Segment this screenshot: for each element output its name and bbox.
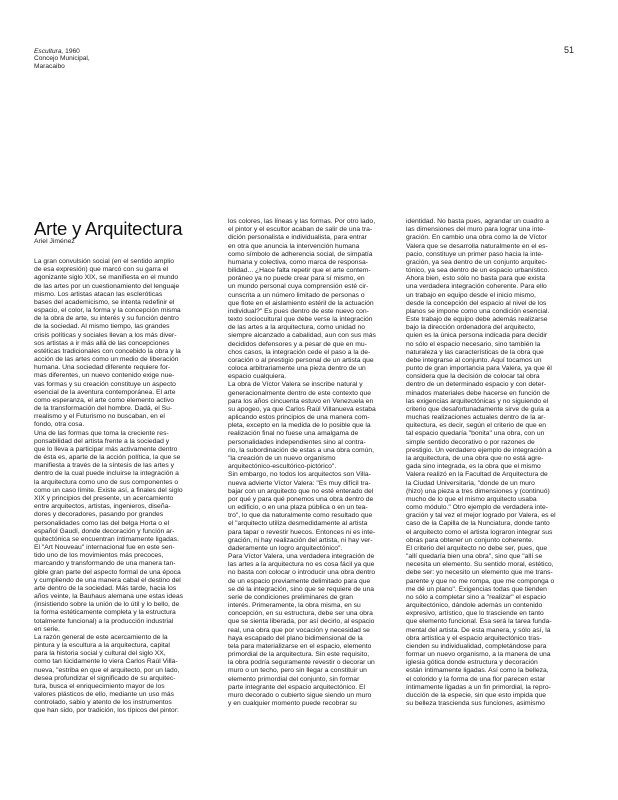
text-column-1 bbox=[34, 258, 222, 716]
text-line: bases del academicismo, se intenta redefinir el bbox=[34, 298, 175, 306]
text-line: Para Víctor Valera, una verdadera integración de bbox=[228, 553, 375, 561]
text-line: bajo la dirección ordenadora del arquitecto, bbox=[406, 324, 536, 332]
text-line: personalidades como las del belga Horta o el bbox=[34, 519, 170, 527]
text-line: quitectónica se encuentran íntimamente ligadas. bbox=[34, 535, 179, 543]
text-line: no sólo el espacio necesario, sino también la bbox=[406, 340, 541, 348]
text-line: estéticas tradicionales con concebido la obra y la bbox=[34, 347, 181, 355]
text-line: nueva advierte Víctor Valera: "Es muy difícil tra- bbox=[228, 479, 371, 487]
text-line: gración, ya sea dentro de un conjunto arquitec- bbox=[406, 258, 548, 266]
text-line: gración, ni hay realización del artista, ni hay ver- bbox=[228, 536, 373, 544]
text-line: tura, busca el enriquecimiento mayor de los bbox=[34, 682, 165, 690]
text-line: sos artistas a ir más allá de las concepciones bbox=[34, 339, 170, 347]
text-line: tro", lo que da naturalmente como resultado que bbox=[228, 512, 373, 520]
text-line: como módulo." Otro ejemplo de verdadera inte- bbox=[406, 504, 548, 512]
text-line: su belleza trascienda sus funciones, asimismo bbox=[406, 700, 545, 708]
text-line: espacio cualquiera. bbox=[228, 373, 287, 381]
text-line: de las artes a la arquitectura, como unidad no bbox=[228, 324, 365, 332]
text-line: crisis políticas y sociales llevan a los más diver- bbox=[34, 331, 177, 339]
text-line: planos se impone como una condición esencial. bbox=[406, 307, 550, 315]
text-line: de la transformación del hombre. Dadá, el Su- bbox=[34, 405, 173, 413]
text-line: mas diferentes, un nuevo contenido exige nue- bbox=[34, 372, 175, 380]
text-line: La gran convulsión social (en el sentido amplio bbox=[34, 258, 174, 265]
text-line: XIX y principios del presente, un acercamiento bbox=[34, 494, 174, 502]
text-line: de un espacio previamente delimitado para que bbox=[228, 577, 371, 585]
text-line: un trabajo en equipo desde el inicio mismo, bbox=[406, 291, 536, 299]
text-line: "allí quedaría bien una obra", sino que "allí se bbox=[406, 553, 543, 561]
text-line: siempre alcanzado a cabalidad, aun con sus más bbox=[228, 332, 376, 340]
text-line: iglesia gótica donde estructura y decoración bbox=[406, 659, 538, 667]
text-line: dentro de un determinado espacio y con deter- bbox=[406, 381, 546, 389]
text-line: gración. En cambio una obra como la de Víctor bbox=[406, 234, 547, 242]
text-line: están íntimamente ligadas. Así como la belleza, bbox=[406, 667, 549, 675]
text-line: las artes a la arquitectura no es cosa fácil ya que bbox=[228, 561, 375, 569]
text-line: pacio, constituye un primer paso hacia la inte- bbox=[406, 250, 544, 258]
text-line: que flote en el aislamiento estéril de la actuación bbox=[228, 299, 374, 307]
text-line: Sin embargo, no todos los arquitectos son Villa- bbox=[228, 471, 371, 479]
text-line: cunscrita a un número limitado de personas o bbox=[228, 291, 365, 299]
text-line: decididos defensores y a pesar de que en mu- bbox=[228, 340, 367, 348]
text-column-2 bbox=[228, 218, 400, 708]
text-line: como esperanza, el arte como elemento activo bbox=[34, 396, 174, 404]
text-line: por qué y para qué ponemos una obra dentro de bbox=[228, 495, 374, 503]
text-line: entre arquitectos, artistas, ingenieros, diseña- bbox=[34, 503, 171, 511]
text-line: las exigencias arquitectónicas y no siguiendo el bbox=[406, 397, 549, 405]
text-line: que elemento funcional. Esa será la tarea funda- bbox=[406, 618, 552, 626]
text-line: de la sociedad. Al mismo tiempo, las grandes bbox=[34, 323, 170, 331]
text-line: La obra de Víctor Valera se inscribe natural y bbox=[228, 381, 363, 389]
text-line: considera que la decisión de colocar tal obra bbox=[406, 373, 540, 381]
text-line: chos casos, la integración cede el paso a la de- bbox=[228, 348, 371, 356]
text-line: el colorido y la forma de una flor parecen estar bbox=[406, 675, 546, 683]
text-line: Una de las formas que toma la creciente res- bbox=[34, 429, 169, 437]
text-line: coración o al prestigio personal de un artista que bbox=[228, 356, 374, 364]
text-line: El criterio del arquitecto no debe ser, pues, que bbox=[406, 544, 548, 552]
text-line: nueva, "estriba en que el arquitecto, por un lado, bbox=[34, 666, 180, 674]
text-line: tónico, ya sea dentro de un espacio urbanístico. bbox=[406, 267, 550, 275]
text-line: La razón general de este acercamiento de la bbox=[34, 633, 168, 641]
text-line: arquitectónico-escultórico-pictórico". bbox=[228, 463, 337, 471]
text-line: espacio, el color, la forma y la concepción misma bbox=[34, 307, 181, 315]
text-line: expresivo, artístico, que lo trasciende en tanto bbox=[406, 610, 544, 618]
text-line: fondo, otra cosa. bbox=[34, 421, 85, 429]
article-author: Ariel Jiménez bbox=[34, 238, 75, 245]
text-line: de esa expresión) que marcó con su garra el bbox=[34, 266, 168, 274]
text-line: (insistiendo sobre la unión de lo útil y lo bello, de bbox=[34, 601, 180, 609]
text-line: manifiesta a través de la síntesis de las artes y bbox=[34, 462, 174, 470]
text-line: rio, la subordinación de estas a una obra común, bbox=[228, 446, 374, 454]
text-line: primordial de la arquitectura. Sin este requisito, bbox=[228, 651, 370, 659]
text-line: debe integrarse al conjunto. Aquí tocamos un bbox=[406, 356, 542, 364]
text-line: elemento primordial del conjunto, sin formar bbox=[228, 675, 360, 683]
text-line: Ahora bien, esto sólo no basta para que exista bbox=[406, 275, 546, 283]
text-line: parte integrante del espacio arquitectónico. El bbox=[228, 683, 365, 691]
text-line: para los años cincuenta estuvo en Venezuela en bbox=[228, 397, 374, 405]
text-line: parente y que no me rompa, que me componga o bbox=[406, 577, 555, 585]
text-line: la arquitectura como uno de sus componentes o bbox=[34, 478, 179, 486]
text-line: dores y decoradores, pasando por grandes bbox=[34, 511, 164, 519]
text-line: controlado, sabio y atento de los instrumentos bbox=[34, 699, 172, 707]
organization-line-2: Maracaibo bbox=[34, 62, 65, 70]
text-line: simple sentido decorativo o por razones de bbox=[406, 438, 535, 446]
text-line: que han sido, por tradición, los típicos del pintor: bbox=[34, 707, 179, 715]
text-line: pleta, excepto en la medida de lo posible que la bbox=[228, 422, 371, 430]
text-line: el "arquitecto utiliza desmedidamente al artista bbox=[228, 520, 368, 528]
text-line: realización final no fuese una amalgama de bbox=[228, 430, 359, 438]
text-line: obra artística y el espacio arquitectónico tras- bbox=[406, 634, 542, 642]
text-line: texto sociocultural que debe verse la integración bbox=[228, 316, 373, 324]
text-line: real, una obra que por vocación y necesidad se bbox=[228, 626, 370, 634]
text-line: de ésta es, aparte de la acción política, la que se bbox=[34, 454, 181, 462]
text-line: años veinte, la Bauhaus alemana une estas ideas bbox=[34, 593, 183, 601]
text-line: mucho de lo que el mismo arquitecto usaba bbox=[406, 495, 537, 503]
text-line: quien es la única persona indicada para decidir bbox=[406, 332, 548, 340]
publication-name: Escultura, bbox=[34, 48, 64, 55]
text-line: aplicando estos principios de una manera com- bbox=[228, 414, 370, 422]
text-line: no basta con colocar o introducir una obra dentro bbox=[228, 569, 376, 577]
text-line: debe ser: yo necesito un elemento que me trans- bbox=[406, 569, 553, 577]
text-line: esencial de la aventura contemporánea. El arte bbox=[34, 388, 176, 396]
text-line: formar un nuevo organismo, a la manera de una bbox=[406, 651, 551, 659]
text-line: acción de las artes como un medio de liberación bbox=[34, 356, 179, 364]
text-line: naturaleza y las características de la obra que bbox=[406, 348, 544, 356]
text-line: de las artes por un cuestionamiento del lenguaje bbox=[34, 282, 180, 290]
text-line: para la historia social y cultural del siglo XX, bbox=[34, 650, 166, 658]
text-line: marcando y transformando de una manera tan- bbox=[34, 560, 176, 568]
text-line: muro o un techo, pero sin llegar a constituir un bbox=[228, 667, 367, 675]
text-line: mismo. Los artistas atacan las escleróticas bbox=[34, 290, 163, 298]
text-line: y en cualquier momento puede recobrar su bbox=[228, 700, 357, 708]
text-line: la Ciudad Universitaria, "donde de un muro bbox=[406, 479, 535, 487]
text-line: los colores, las líneas y las formas. Por otro lado, bbox=[228, 218, 376, 225]
text-line: íntimamente ligadas a un fin primordial, la repro- bbox=[406, 683, 551, 691]
text-line: minados materiales debe hacerse en función de bbox=[406, 389, 550, 397]
text-line: daderamente un logro arquitectónico". bbox=[228, 544, 343, 552]
text-line: valores plásticos de ello, mediante un uso más bbox=[34, 691, 174, 699]
text-line: Este trabajo de equipo debe además realizarse bbox=[406, 316, 548, 324]
text-line: cienden su individualidad, completándose para bbox=[406, 642, 547, 650]
text-line: criterio que desafortunadamente sirve de guía a bbox=[406, 405, 550, 413]
text-line: un mundo personal cuya comprensión esté cir- bbox=[228, 283, 369, 291]
text-line: totalmente funcional) a la producción industrial bbox=[34, 617, 174, 625]
text-line: gración y tal vez el mejor logrado por Valera, es el bbox=[406, 512, 556, 520]
text-line: como símbolo de adherencia social, de simpatía bbox=[228, 250, 373, 258]
text-line: que lo lleva a participar más activamente dentro bbox=[34, 445, 178, 453]
text-column-3 bbox=[406, 218, 584, 708]
text-line: "la creación de un nuevo organismo bbox=[228, 454, 336, 462]
text-line: individual?" Es pues dentro de este nuevo con- bbox=[228, 307, 369, 315]
text-line: para tapar o revestir huecos. Entonces ni es inte- bbox=[228, 528, 376, 536]
text-line: identidad. No basta pues, agrandar un cuadro a bbox=[406, 218, 549, 225]
text-line: Valera realizó en la Facultad de Arquitectura de bbox=[406, 471, 548, 479]
text-line: prestigio. Un verdadero ejemplo de integración a bbox=[406, 446, 552, 454]
text-line: las dimensiones del muro para lograr una inte- bbox=[406, 226, 546, 234]
text-line: no sólo a completar sino a "realizar" el espacio bbox=[406, 593, 546, 601]
text-line: tal espacio quedaría "bonita" una obra, con un bbox=[406, 430, 545, 438]
text-line: personalidades independientes sino al contra- bbox=[228, 438, 366, 446]
text-line: humana y colectiva, como marca de responsa- bbox=[228, 258, 368, 266]
text-line: poráneo ya no puede crear para sí mismo, en bbox=[228, 275, 365, 283]
text-line: tido uno de los movimientos más precoces, bbox=[34, 552, 164, 560]
text-line: haya escapado del plano bidimensional de la bbox=[228, 634, 363, 642]
text-line: dición personalista e individualista, para entrar bbox=[228, 234, 367, 242]
text-line: obras para obtener un conjunto coherente. bbox=[406, 536, 534, 544]
text-line: necesita un elemento. Su sentido moral, estético, bbox=[406, 561, 554, 569]
text-line: ponsabilidad del artista frente a la sociedad y bbox=[34, 437, 170, 445]
text-line: gible gran parte del aspecto formal de una época bbox=[34, 568, 181, 576]
text-line: desde la concepción del espacio al nivel de los bbox=[406, 299, 547, 307]
text-line: el arquitecto como el artista lograron integrar sus bbox=[406, 528, 553, 536]
text-line: dentro de la cual puede incluirse la integración a bbox=[34, 470, 179, 478]
publication-year: 1960 bbox=[63, 48, 80, 55]
text-line: español Gaudí, donde decoración y función ar- bbox=[34, 527, 175, 535]
text-line: bilidad... ¿Hace falta repetir que el arte contem- bbox=[228, 267, 371, 275]
text-line: humana. Una sociedad diferente requiere for- bbox=[34, 364, 171, 372]
text-line: quitectura, es decir, según el criterio de que en bbox=[406, 422, 546, 430]
text-line: gada sino integrada, es la obra que el mismo bbox=[406, 463, 541, 471]
text-line: El "Art Nouveau" internacional fue en este sen- bbox=[34, 544, 175, 552]
text-line: rrealismo y el Futurismo no buscaban, en el bbox=[34, 413, 165, 421]
text-line: la arquitectura, de una obra que no está agre- bbox=[406, 454, 544, 462]
text-line: pintura y la escultura a la arquitectura, capital bbox=[34, 642, 170, 650]
text-line: y cumpliendo de una manera cabal el destino del bbox=[34, 576, 181, 584]
text-line: tela para materializarse en el espacio, elemento bbox=[228, 642, 372, 650]
text-line: me dé un plano". Exigencias todas que tienden bbox=[406, 585, 547, 593]
text-line: una verdadera integración coherente. Para ello bbox=[406, 283, 547, 291]
text-line: la obra podría seguramente revestir o decorar un bbox=[228, 659, 375, 667]
text-line: serie de condiciones preliminares de gran bbox=[228, 593, 353, 601]
text-line: muro decorado o cubierto sigue siendo un muro bbox=[228, 691, 372, 699]
text-line: un edificio, o en una plaza pública o en un tea- bbox=[228, 504, 368, 512]
text-line: mental del artista. De esta manera, y sólo así, la bbox=[406, 626, 551, 634]
text-line: su apogeo, ya que Carlos Raúl Villanueva estaba bbox=[228, 405, 376, 413]
text-line: el pintor y el escultor acaban de salir de una tra- bbox=[228, 226, 373, 234]
text-line: muchas realizaciones actuales dentro de la ar- bbox=[406, 414, 546, 422]
text-line: como un caso límite. Existe así, a finales del siglo bbox=[34, 486, 183, 494]
text-line: generacionalmente dentro de este contexto que bbox=[228, 389, 371, 397]
text-line: ducción de la especie, sin que esto impida que bbox=[406, 691, 546, 699]
text-line: caso de la Capilla de la Nunciatura, donde tanto bbox=[406, 520, 550, 528]
text-line: se dé la integración, sino que se requiere de una bbox=[228, 585, 374, 593]
text-line: Valera que se desarrolla naturalmente en el es- bbox=[406, 242, 548, 250]
text-line: punto de gran importancia para Valera, ya que él bbox=[406, 365, 552, 373]
text-line: coloca arbitrariamente una pieza dentro de un bbox=[228, 365, 366, 373]
text-line: bajar con un arquitecto que no esté enterado del bbox=[228, 487, 374, 495]
text-line: que se sienta liberada, por así decirlo, al espacio bbox=[228, 618, 375, 626]
text-line: agonizante siglo XIX, se manifiesta en el mundo bbox=[34, 274, 179, 282]
text-line: como tan lúcidamente lo viera Carlos Raúl Villa- bbox=[34, 658, 178, 666]
text-line: concepción, en su estructura, debe ser una obra bbox=[228, 610, 373, 618]
text-line: en otra que anuncia la intervención humana bbox=[228, 242, 360, 250]
text-line: arquitectónico, dándole además un contenido bbox=[406, 602, 543, 610]
text-line: desea profundizar el significado de su arquitec- bbox=[34, 674, 176, 682]
text-line: arte dentro de la sociedad. Más tarde, hacia los bbox=[34, 584, 177, 592]
text-line: la forma estéticamente completa y la estructura bbox=[34, 609, 176, 617]
text-line: vas formas y su creación constituye un aspecto bbox=[34, 380, 176, 388]
text-line: en serie. bbox=[34, 625, 60, 633]
page-number: 51 bbox=[564, 45, 575, 55]
text-line: (hizo) una pieza a tres dimensiones y (continuó) bbox=[406, 487, 550, 495]
article-title: Arte y Arquitectura bbox=[34, 218, 183, 239]
text-line: de la obra de arte, su interés y su función dentro bbox=[34, 315, 179, 323]
header-meta bbox=[34, 48, 194, 70]
text-line: interés. Primeramente, la obra misma, en su bbox=[228, 602, 361, 610]
organization-line-1: Concejo Municipal, bbox=[34, 55, 90, 63]
